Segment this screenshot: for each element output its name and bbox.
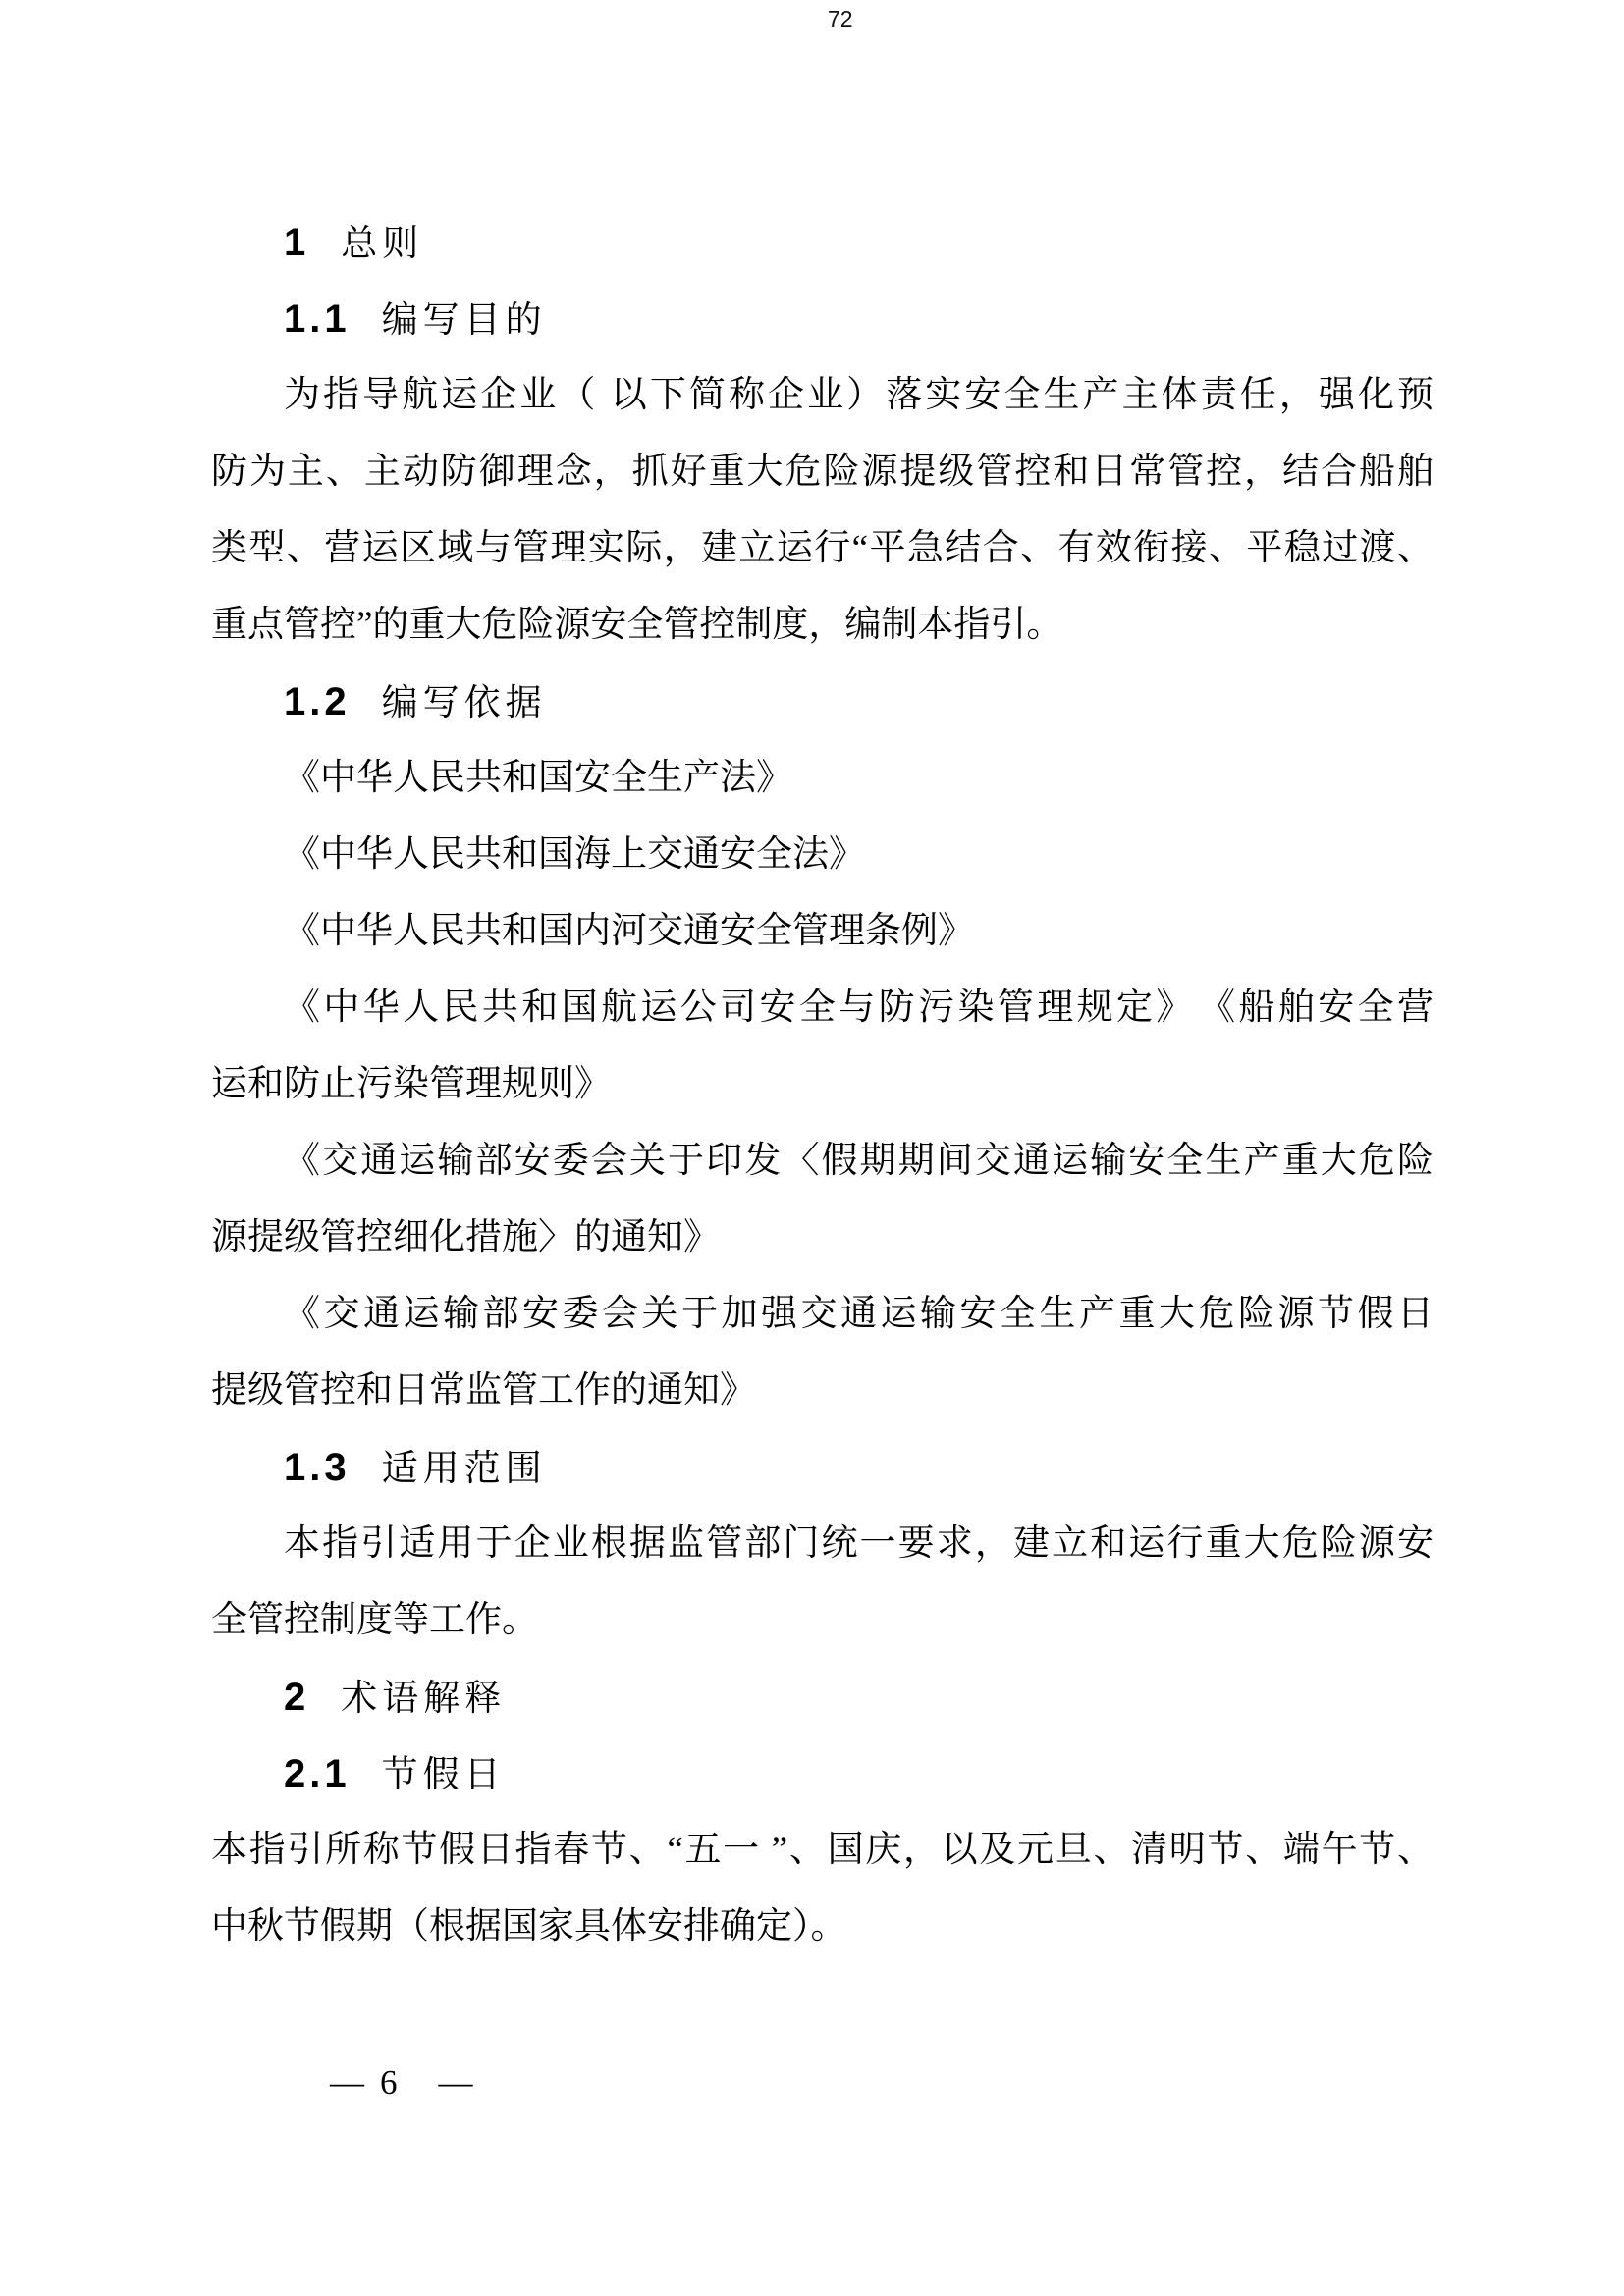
paragraph-line: 全管控制度等工作。 [211,1600,538,1640]
subsection-heading [211,1429,1434,1506]
paragraph-line: 防为主、主动防御理念，抓好重大危险源提级管控和日常管控，结合船舶 [211,452,1434,492]
heading-title: 术语解释 [341,1679,507,1719]
paragraph-line: 重点管控”的重大危险源安全管控制度，编制本指引。 [211,605,1063,645]
heading-number: 1.3 [284,1446,351,1489]
paragraph-line: 本指引适用于企业根据监管部门统一要求，建立和运行重大危险源安 [284,1523,1434,1564]
heading-title: 节假日 [381,1755,506,1795]
subsection-heading [211,664,1434,740]
paragraph-line: 提级管控和日常监管工作的通知》 [211,1370,756,1411]
paragraph-line: 《中华人民共和国安全生产法》 [284,758,792,798]
footer-dash-left: — [330,2063,364,2102]
paragraph-line: 运和防止污染管理规则》 [211,1064,611,1104]
heading-number: 2.1 [284,1752,351,1795]
page-footer [330,2057,473,2109]
paragraph-line: 源提级管控细化措施〉的通知》 [211,1217,720,1257]
paragraph-line: 《中华人民共和国内河交通安全管理条例》 [284,911,974,951]
document-body [211,204,1434,1965]
paragraph-line: 本指引所称节假日指春节、“五一 ”、国庆，以及元旦、清明节、端午节、 [211,1830,1434,1870]
heading-title: 总则 [341,224,424,264]
heading-number: 1 [284,221,310,264]
paragraph-line: 《中华人民共和国航运公司安全与防污染管理规定》 《船舶安全营 [284,988,1434,1028]
heading-title: 编写目的 [381,300,547,341]
section-heading [211,204,1434,281]
page-header-number: 72 [828,6,853,31]
paragraph-line: 类型、营运区域与管理实际，建立运行“平急结合、有效衔接、平稳过渡、 [211,528,1434,568]
section-heading [211,1659,1434,1735]
paragraph-line: 《中华人民共和国海上交通安全法》 [284,834,865,875]
heading-title: 编写依据 [381,683,547,723]
paragraph-line: 为指导航运企业（ 以下简称企业）落实安全生产主体责任，强化预 [284,375,1434,415]
subsection-heading [211,281,1434,357]
footer-page-number: 6 [380,2063,398,2102]
heading-number: 1.1 [284,297,351,341]
heading-number: 2 [284,1676,310,1719]
heading-number: 1.2 [284,680,351,723]
subsection-heading [211,1735,1434,1812]
footer-dash-right: — [438,2063,473,2102]
heading-title: 适用范围 [381,1449,547,1489]
paragraph-line: 中秋节假期（根据国家具体安排确定）。 [211,1906,847,1947]
paragraph-line: 《交通运输部安委会关于印发〈假期期间交通运输安全生产重大危险 [284,1141,1434,1181]
paragraph-line: 《交通运输部安委会关于加强交通运输安全生产重大危险源节假日 [284,1294,1434,1334]
